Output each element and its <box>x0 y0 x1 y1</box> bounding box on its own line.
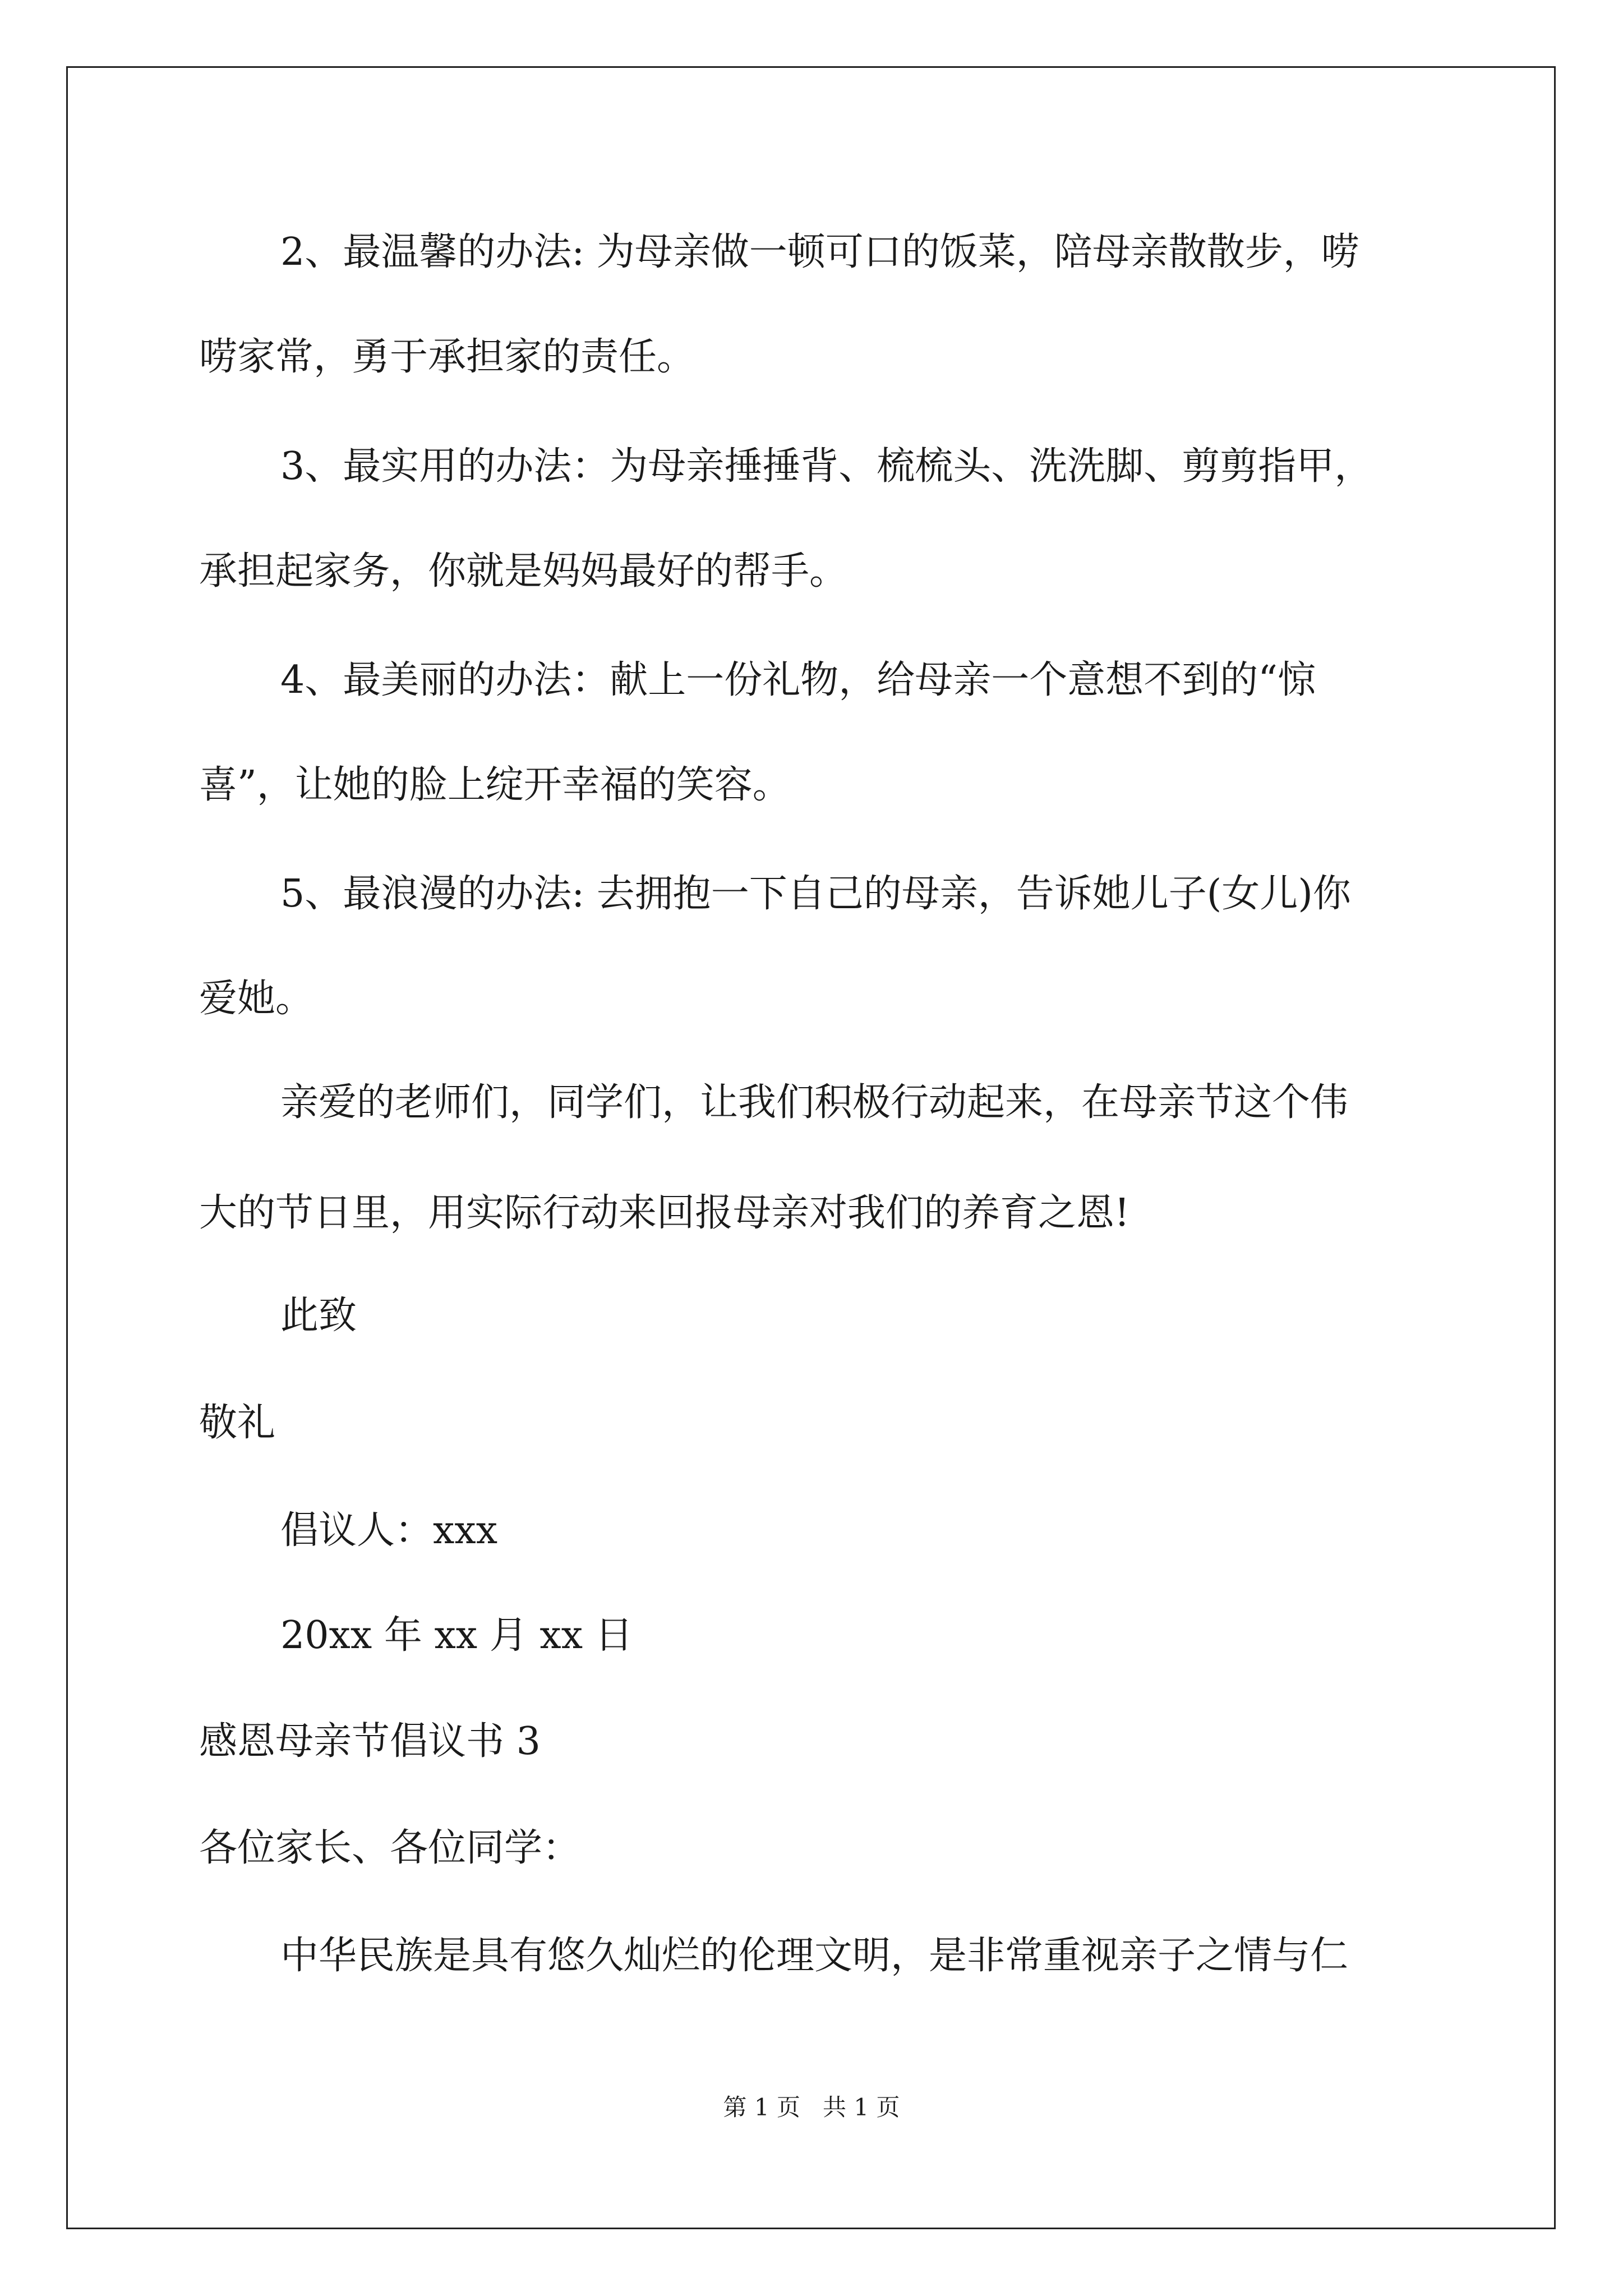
signature-line: 倡议人：xxx <box>280 1508 498 1553</box>
paragraph-line: 亲爱的老师们，同学们，让我们积极行动起来，在母亲节这个伟 <box>280 1080 1349 1125</box>
page-footer: 第 1 页 共 1 页 <box>723 2093 900 2121</box>
paragraph-line: 大的节日里，用实际行动来回报母亲对我们的养育之恩! <box>199 1191 1130 1235</box>
salutation-line: 敬礼 <box>199 1401 276 1445</box>
paragraph-line: 中华民族是具有悠久灿烂的伦理文明，是非常重视亲子之情与仁 <box>280 1934 1349 1978</box>
paragraph-line: 承担起家务，你就是妈妈最好的帮手。 <box>199 549 848 593</box>
paragraph-line: 喜”，让她的脸上绽开幸福的笑容。 <box>199 763 791 807</box>
paragraph-line: 爱她。 <box>199 977 314 1021</box>
paragraph-line: 3、最实用的办法：为母亲捶捶背、梳梳头、洗洗脚、剪剪指甲， <box>280 444 1373 489</box>
closing-line: 此致 <box>280 1294 357 1338</box>
date-line: 20xx 年 xx 月 xx 日 <box>280 1613 633 1658</box>
greeting-line: 各位家长、各位同学： <box>199 1826 581 1870</box>
paragraph-line: 4、最美丽的办法：献上一份礼物，给母亲一个意想不到的“惊 <box>280 658 1316 702</box>
page-border <box>66 66 1556 2229</box>
section-heading: 感恩母亲节倡议书 3 <box>199 1719 541 1764</box>
paragraph-line: 唠家常，勇于承担家的责任。 <box>199 335 695 379</box>
paragraph-line: 2、最温馨的办法: 为母亲做一顿可口的饭菜，陪母亲散散步，唠 <box>280 230 1359 274</box>
paragraph-line: 5、最浪漫的办法: 去拥抱一下自己的母亲，告诉她儿子(女儿)你 <box>280 872 1351 916</box>
